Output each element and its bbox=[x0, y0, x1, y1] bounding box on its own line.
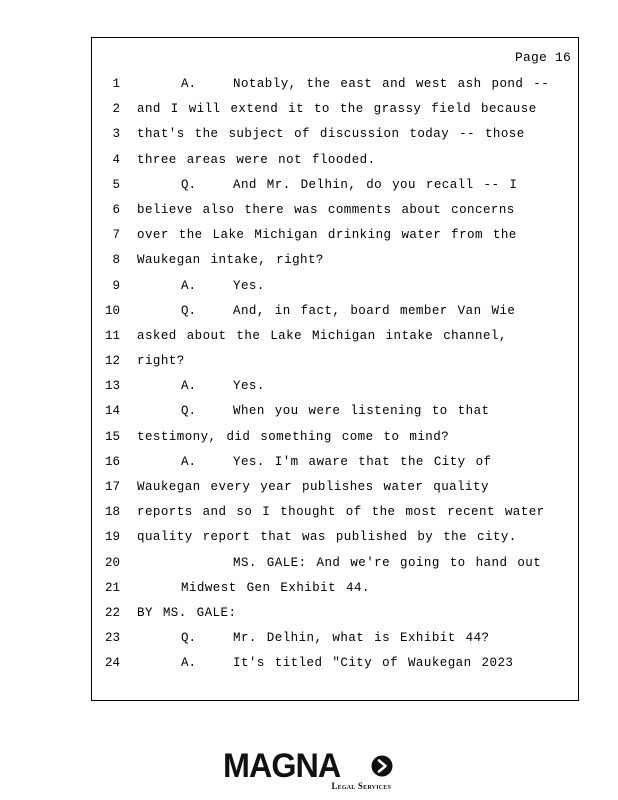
qa-marker: A. bbox=[181, 278, 197, 293]
line-text: quality report that was published by the city. bbox=[137, 530, 517, 545]
line-text: Yes. I'm aware that the City of bbox=[233, 454, 492, 469]
chevron-right-badge-icon bbox=[371, 755, 393, 777]
line-text: Waukegan every year publishes water quality bbox=[137, 480, 489, 494]
line-text: testimony, did something come to mind? bbox=[137, 429, 450, 444]
line-number: 11 bbox=[104, 328, 120, 343]
qa-marker: Q. bbox=[181, 177, 197, 192]
transcript-line bbox=[92, 399, 578, 424]
line-number: 5 bbox=[112, 177, 120, 192]
transcript-line bbox=[92, 500, 578, 525]
transcript-line bbox=[92, 274, 578, 299]
qa-marker: A. bbox=[181, 656, 197, 671]
transcript-line bbox=[92, 374, 578, 399]
transcript-line bbox=[92, 324, 578, 349]
line-number: 16 bbox=[104, 454, 120, 469]
line-text: Yes. bbox=[233, 278, 265, 293]
line-text: that's the subject of discussion today -- those bbox=[137, 127, 525, 142]
page-number: Page 16 bbox=[514, 50, 571, 65]
line-number: 15 bbox=[104, 429, 120, 444]
line-number: 6 bbox=[112, 202, 120, 217]
transcript-line bbox=[92, 223, 578, 248]
line-number: 22 bbox=[104, 605, 120, 620]
line-text: and I will extend it to the grassy field because bbox=[137, 102, 537, 117]
line-number: 13 bbox=[104, 379, 120, 394]
qa-marker: A. bbox=[181, 77, 197, 91]
transcript-line bbox=[92, 425, 578, 450]
transcript-line bbox=[92, 148, 578, 173]
line-number: 18 bbox=[104, 505, 120, 520]
transcript-line bbox=[92, 651, 578, 676]
line-number: 12 bbox=[104, 354, 120, 369]
transcript-line bbox=[92, 626, 578, 651]
line-text: MS. GALE: And we're going to hand out bbox=[233, 555, 542, 570]
transcript-line bbox=[92, 525, 578, 550]
line-text: BY MS. GALE: bbox=[137, 605, 237, 620]
qa-marker: Q. bbox=[181, 631, 197, 646]
line-number: 14 bbox=[104, 404, 120, 419]
line-text: And, in fact, board member Van Wie bbox=[233, 303, 516, 318]
line-text: three areas were not flooded. bbox=[137, 152, 376, 167]
line-number: 23 bbox=[104, 631, 120, 646]
logo-tagline: Legal Services bbox=[331, 781, 391, 791]
transcript-line bbox=[92, 450, 578, 475]
line-text: It's titled "City of Waukegan 2023 bbox=[233, 656, 514, 671]
transcript-body bbox=[92, 72, 578, 677]
line-number: 10 bbox=[104, 303, 120, 318]
transcript-line bbox=[92, 248, 578, 273]
line-number: 9 bbox=[112, 278, 120, 293]
qa-marker: Q. bbox=[181, 303, 197, 318]
qa-marker: A. bbox=[181, 454, 197, 469]
line-number: 24 bbox=[104, 656, 120, 671]
line-number: 7 bbox=[112, 228, 120, 243]
line-number: 8 bbox=[112, 253, 120, 268]
magna-logo bbox=[223, 748, 395, 792]
line-number: 20 bbox=[104, 555, 120, 570]
transcript-line bbox=[92, 72, 578, 97]
line-text: Midwest Gen Exhibit 44. bbox=[181, 580, 370, 595]
transcript-line bbox=[92, 475, 578, 500]
logo-wordmark: MAGNA bbox=[223, 747, 341, 785]
line-number: 1 bbox=[112, 77, 120, 91]
transcript-line bbox=[92, 173, 578, 198]
line-number: 17 bbox=[104, 480, 120, 494]
line-text: Yes. bbox=[233, 379, 265, 394]
line-text: Mr. Delhin, what is Exhibit 44? bbox=[233, 631, 490, 646]
qa-marker: A. bbox=[181, 379, 197, 394]
transcript-line bbox=[92, 576, 578, 601]
transcript-line bbox=[92, 349, 578, 374]
line-number: 19 bbox=[104, 530, 120, 545]
line-number: 21 bbox=[104, 580, 120, 595]
transcript-page bbox=[91, 37, 579, 701]
line-number: 4 bbox=[112, 152, 120, 167]
line-number: 3 bbox=[112, 127, 120, 142]
line-text: over the Lake Michigan drinking water from the bbox=[137, 228, 517, 243]
transcript-line bbox=[92, 601, 578, 626]
transcript-line bbox=[92, 299, 578, 324]
line-text: When you were listening to that bbox=[233, 404, 490, 419]
line-text: Notably, the east and west ash pond -- bbox=[233, 77, 550, 91]
line-text: right? bbox=[137, 354, 185, 369]
line-text: believe also there was comments about concerns bbox=[137, 202, 515, 217]
transcript-line bbox=[92, 551, 578, 576]
line-text: asked about the Lake Michigan intake channel, bbox=[137, 328, 507, 343]
line-text: reports and so I thought of the most recent water bbox=[137, 505, 545, 520]
line-number: 2 bbox=[112, 102, 120, 117]
transcript-line bbox=[92, 198, 578, 223]
qa-marker: Q. bbox=[181, 404, 197, 419]
line-text: Waukegan intake, right? bbox=[137, 253, 324, 268]
transcript-line bbox=[92, 97, 578, 122]
transcript-line bbox=[92, 122, 578, 147]
line-text: And Mr. Delhin, do you recall -- I bbox=[233, 177, 518, 192]
